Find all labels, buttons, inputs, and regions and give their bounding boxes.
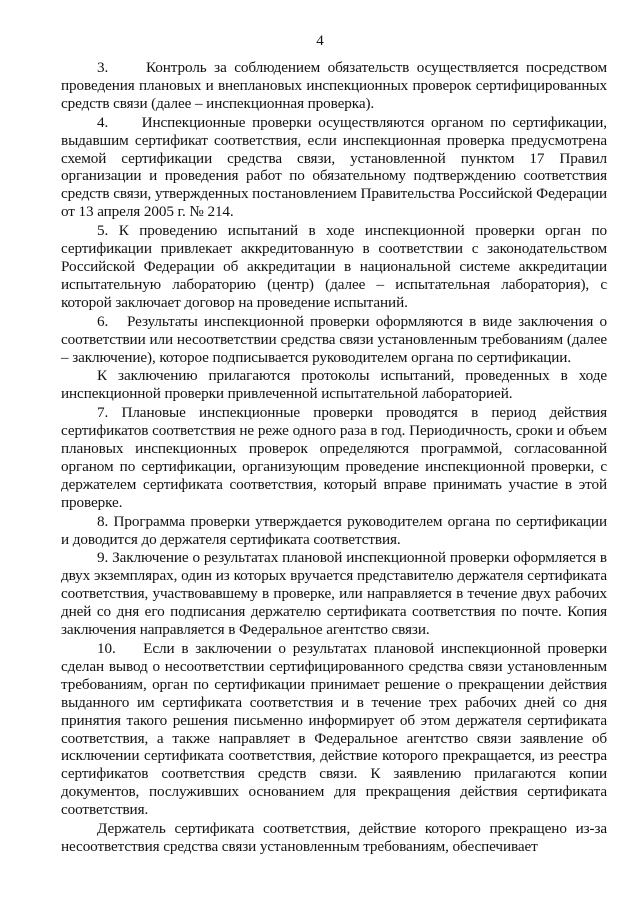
page-number: 4	[316, 33, 324, 49]
document-body	[61, 59, 607, 857]
paragraph-clause-7: 7. Плановые инспекционные проверки проводятся в период действия сертификатов соответствия не реже одного раза в год. Периодичность, сроки и объем плановых инспекционных проверок определяются программой, согласованной органом по сертификации, организующим проведение инспекционной проверки, с держателем сертификата соответствия, который вправе принимать участие в этой проверке.	[61, 404, 607, 511]
paragraph-clause-10: 10. Если в заключении о результатах плановой инспекционной проверки сделан вывод о несоответствии сертифицированного средства связи установленным требованиям, орган по сертификации принимает решение о прекращении действия выданного им сертификата соответствия и в течение трех рабочих дней со дня принятия такого решения письменно информирует об этом держателя сертификата соответствия, а также направляет в Федеральное агентство связи заявление об исключении сертификата соответствия, действие которого прекращается, из реестра сертификатов соответствия средств связи. К заявлению прилагаются копии документов, послуживших основанием для прекращения действия сертификата соответствия.	[61, 640, 607, 819]
paragraph-clause-5: 5. К проведению испытаний в ходе инспекционной проверки орган по сертификации привлекает аккредитованную в соответствии с законодательством Российской Федерации об аккредитации в национальной системе аккредитации испытательную лабораторию (центр) (далее – испытательная лаборатория), с которой заключает договор на проведение испытаний.	[61, 222, 607, 311]
paragraph-clause-6-attachments: К заключению прилагаются протоколы испытаний, проведенных в ходе инспекционной проверки привлеченной испытательной лабораторией.	[61, 367, 607, 403]
paragraph-clause-6: 6. Результаты инспекционной проверки оформляются в виде заключения о соответствии или несоответствии средства связи установленным требованиям (далее – заключение), которое подписывается руководителем органа по сертификации.	[61, 312, 607, 366]
paragraph-clause-4: 4. Инспекционные проверки осуществляются органом по сертификации, выдавшим сертификат соответствия, если инспекционная проверка предусмотрена схемой сертификации средства связи, установленной пунктом 17 Правил организации и проведения работ по обязательному подтверждению соответствия средств связи, утвержденных постановлением Правительства Российской Федерации от 13 апреля 2005 г. № 214.	[61, 113, 607, 221]
paragraph-clause-9: 9. Заключение о результатах плановой инспекционной проверки оформляется в двух экземплярах, один из которых вручается представителю держателя сертификата соответствия, участвовавшему в проверке, или направляется в течение двух рабочих дней со дня его подписания держателю сертификата соответствия по почте. Копия заключения направляется в Федеральное агентство связи.	[61, 549, 607, 639]
paragraph-clause-10-holder: Держатель сертификата соответствия, действие которого прекращено из-за несоответствия средства связи установленным требованиям, обеспечивает	[61, 820, 607, 855]
paragraph-clause-8: 8. Программа проверки утверждается руководителем органа по сертификации и доводится до держателя сертификата соответствия.	[61, 512, 607, 548]
paragraph-clause-3: 3. Контроль за соблюдением обязательств осуществляется посредством проведения плановых и внеплановых инспекционных проверок сертифицированных средств связи (далее – инспекционная проверка).	[61, 59, 607, 112]
